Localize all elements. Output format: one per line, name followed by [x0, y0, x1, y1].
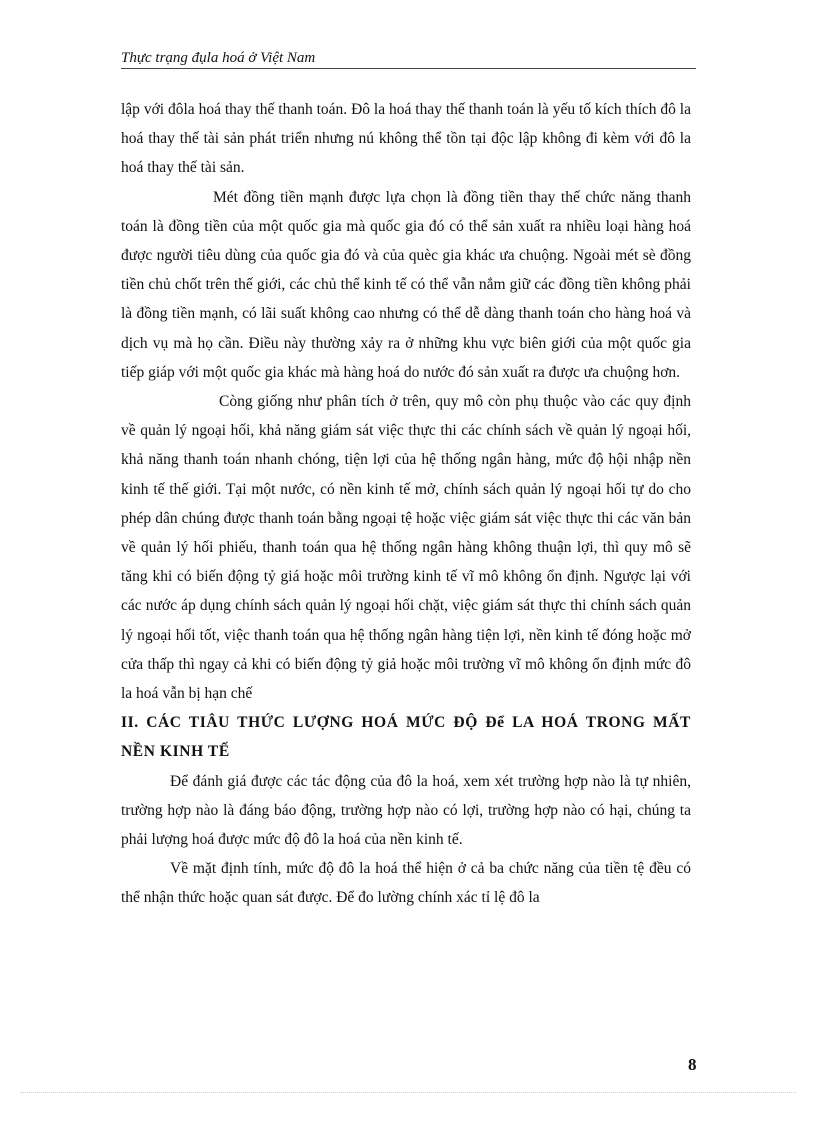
page-number: 8: [688, 1055, 697, 1074]
paragraph-strong-currency: Mét đồng tiền mạnh được lựa chọn là đồng tiền thay thế chức năng thanh toán là đồng tiền của một quốc gia mà quốc gia đó có thể sản xuất ra nhiều loại hàng hoá được người tiêu dùng của quốc gia đó và của quèc gia khác ưa chuộng. Ngoài mét sè đồng tiền chủ chốt trên thế giới, các chủ thể kinh tế có thể vẫn nắm giữ các đồng tiền không phải là đồng tiền mạnh, có lãi suất không cao nhưng có thể dễ dàng thanh toán cho hàng hoá và dịch vụ mà họ cần. Điều này thường xảy ra ở những khu vực biên giới của một quốc gia tiếp giáp với một quốc gia khác mà hàng hoá do nước đó sản xuất ra được ưa chuộng hơn.: [121, 188, 691, 381]
page-body: [121, 95, 691, 913]
running-header: Thực trạng đụla hoá ở Việt Nam: [121, 50, 316, 66]
paragraph-quantify: Để đánh giá được các tác động của đô la hoá, xem xét trường hợp nào là tự nhiên, trường hợp nào là đáng báo động, trường hợp nào có lợi, trường hợp nào có hại, chúng ta phải lượng hoá được mức độ đô la hoá của nền kinh tế.: [121, 772, 691, 849]
paragraph-foreign-exchange: Còng giống như phân tích ở trên, quy mô còn phụ thuộc vào các quy định về quản lý ngoại hối, khả năng giám sát việc thực thi các chính sách về quản lý ngoại hối, khả năng thanh toán nhanh chóng, tiện lợi của hệ thống ngân hàng, mức độ hội nhập nền kinh tế thế giới. Tại một nước, có nền kinh tế mở, chính sách quản lý ngoại hối tự do cho phép dân chúng được thanh toán bằng ngoại tệ hoặc việc giám sát việc thực thi các văn bản về quản lý hối phiếu, thanh toán qua hệ thống ngân hàng không thuận lợi, thì quy mô sẽ tăng khi có biến động tỷ giá hoặc môi trường kinh tế vĩ mô không ổn định. Ngược lại với các nước áp dụng chính sách quản lý ngoại hối chặt, việc giám sát thực thi chính sách quản lý ngoại hối tốt, việc thanh toán qua hệ thống ngân hàng tiện lợi, nền kinh tế đóng hoặc mở cửa thấp thì ngay cả khi có biến động tỷ giả hoặc môi trường vĩ mô không ổn định mức đô la hoá vẫn bị hạn chế: [121, 393, 691, 703]
paragraph-qualitative: Về mặt định tính, mức độ đô la hoá thể hiện ở cả ba chức năng của tiền tệ đều có thể nhận thức hoặc quan sát được. Để đo lường chính xác tỉ lệ đô la: [121, 860, 691, 907]
paragraph-continuation: lập với đôla hoá thay thế thanh toán. Đô la hoá thay thế thanh toán là yếu tố kích thích đô la hoá thay thế tài sản phát triển nhưng nú không thể tồn tại độc lập không đi kèm với đô la hoá thay thế tài sản.: [121, 101, 691, 177]
section-heading: II. CÁC TIÂU THỨC LƯỢNG HOÁ MỨC ĐỘ Để LA HOÁ TRONG MẤT NỀN KINH TẾ: [121, 714, 691, 761]
header-divider: [121, 68, 696, 69]
footer-divider: [20, 1092, 796, 1093]
